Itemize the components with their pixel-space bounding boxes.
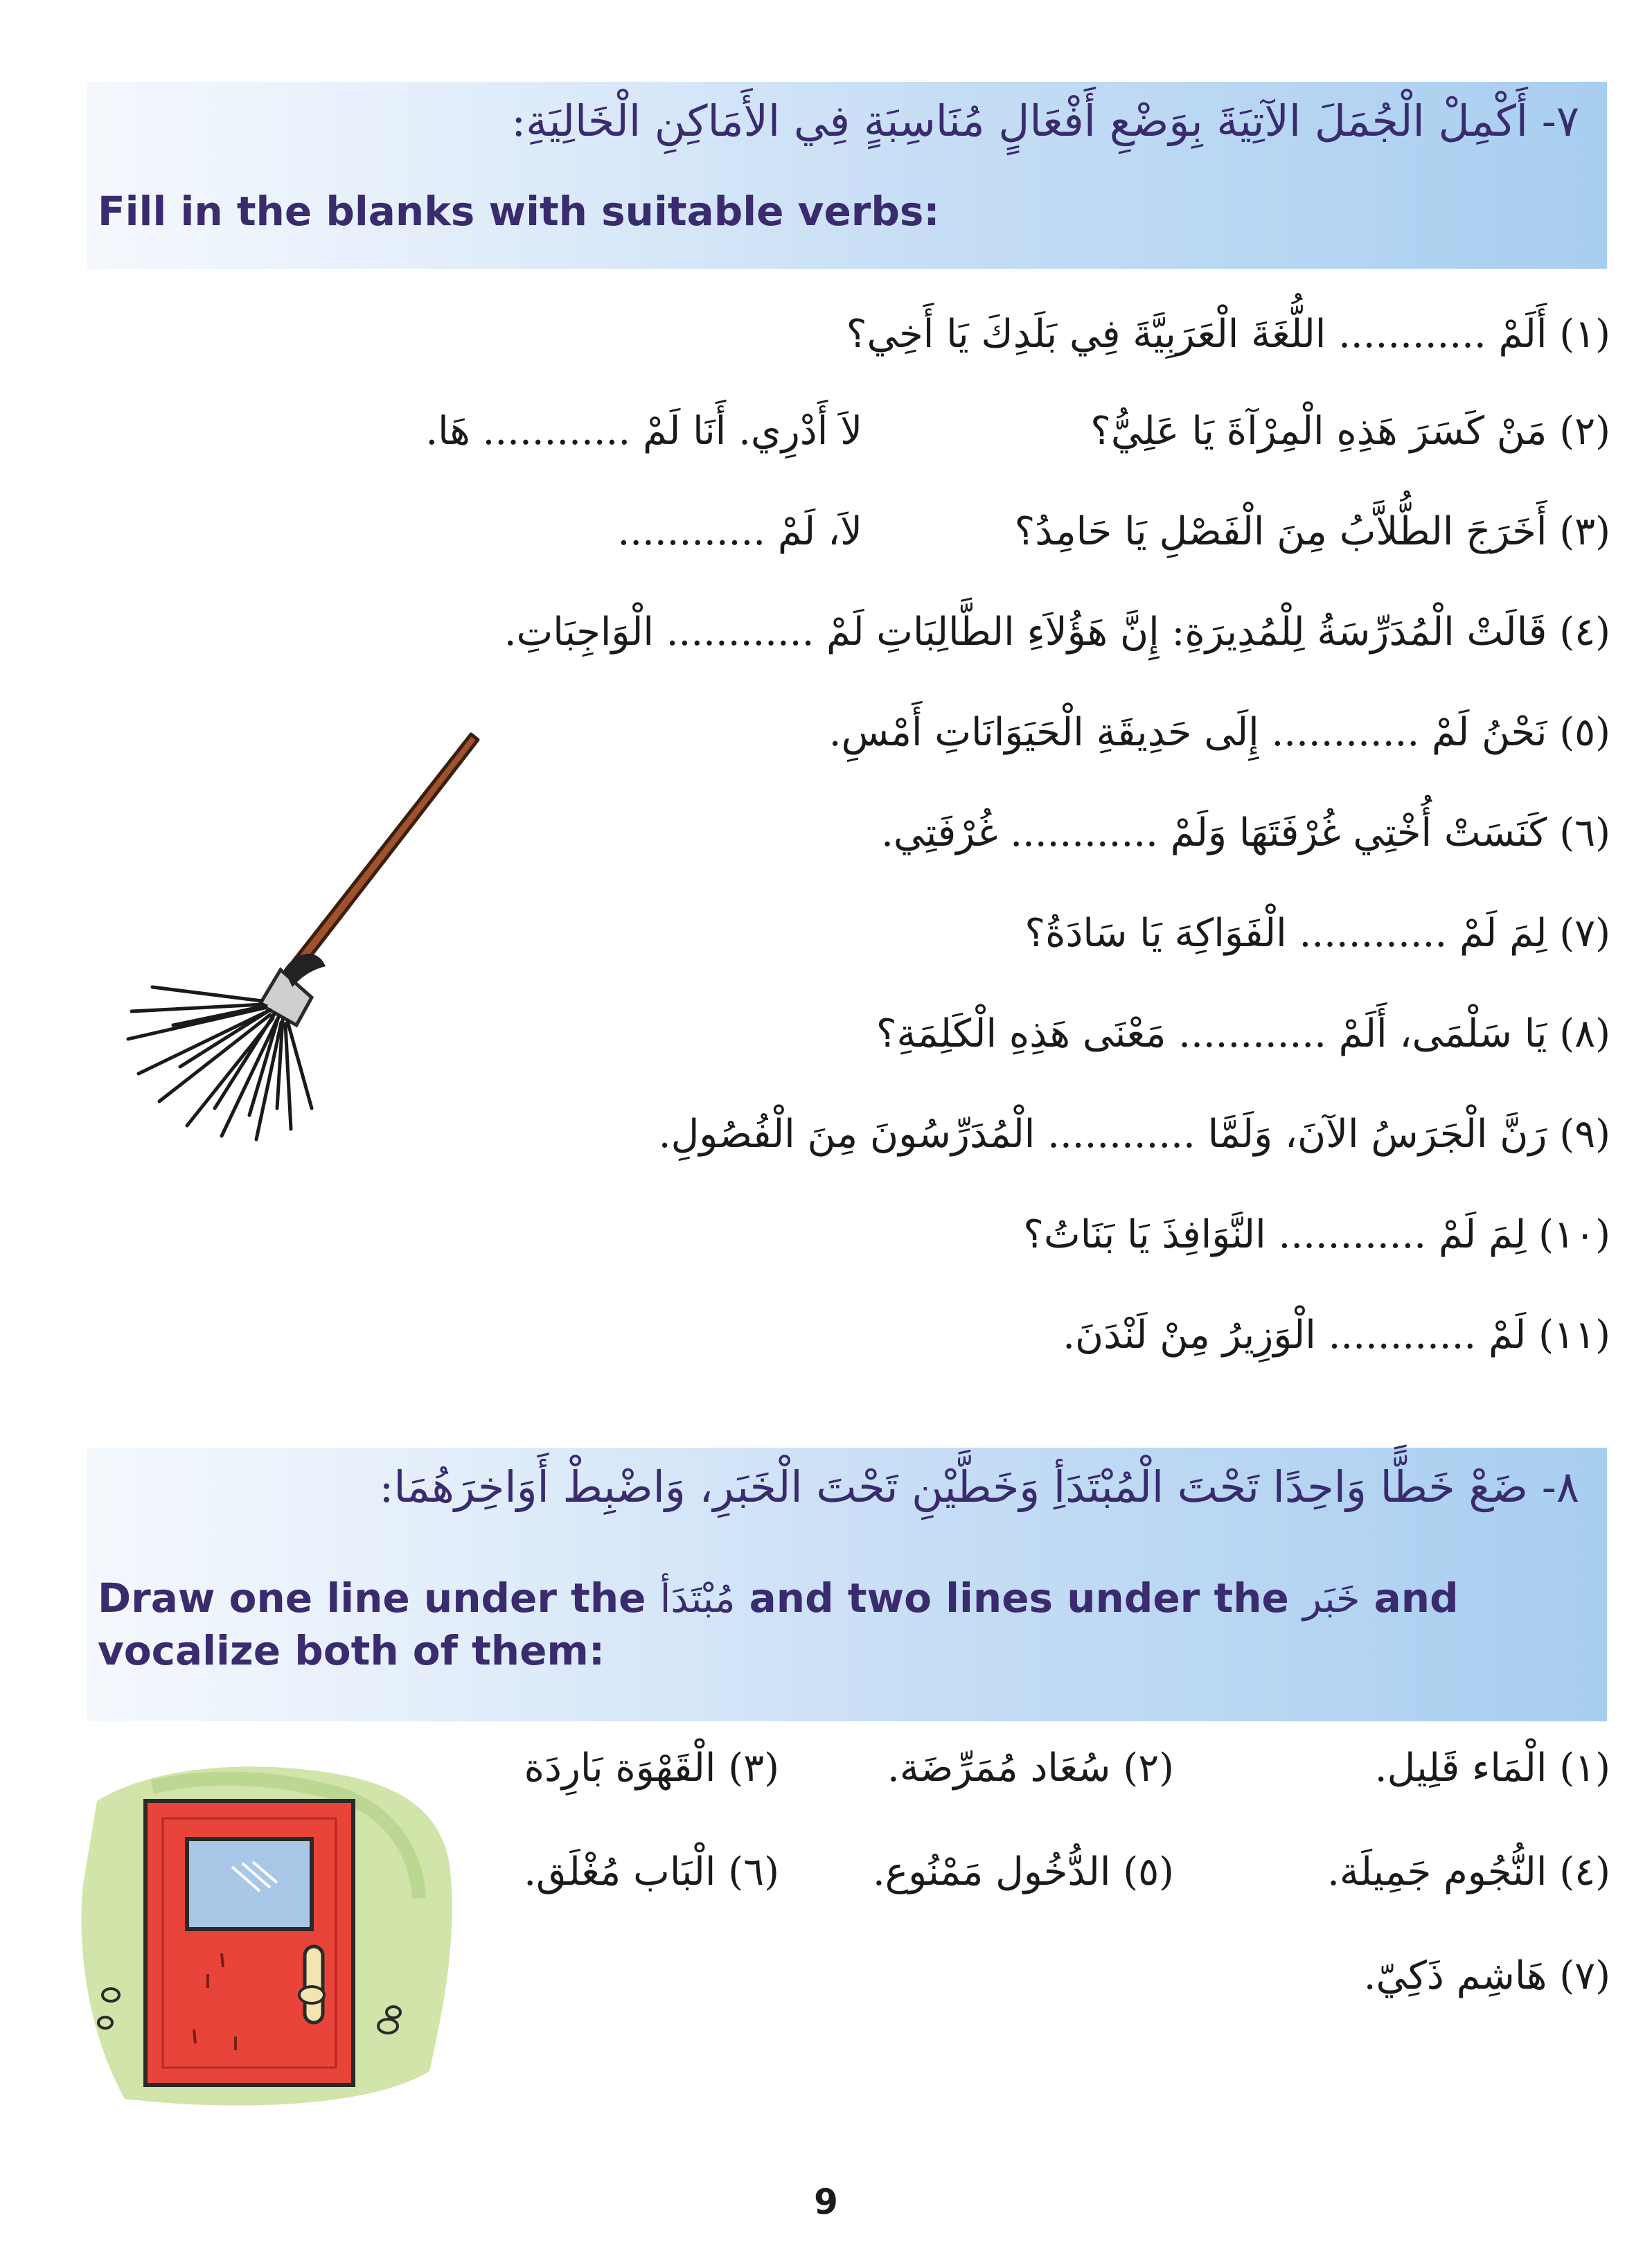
exercise-7-item-9: (٩) رَنَّ الْجَرَسُ الآنَ، وَلَمَّا ............ الْمُدَرِّسُونَ مِنَ الْفُصُولِ. [658,1112,1610,1157]
exercise-8-title-part-1: Draw one line under the [98,1574,646,1622]
exercise-7-header [87,82,1607,269]
exercise-7-item-3: (٣) أَخَرَجَ الطُّلاَّبُ مِنَ الْفَصْلِ يَا حَامِدُ؟ [1014,509,1610,554]
exercise-7-item-5: (٥) نَحْنُ لَمْ ............ إِلَى حَدِيقَةِ الْحَيَوَانَاتِ أَمْسِ. [828,710,1610,755]
exercise-8-title-english [98,1572,1587,1676]
exercise-8-item-3: (٣) الْقَهْوَة بَارِدَة [524,1746,779,1791]
term-mubtada: مُبْتَدَأ [659,1577,736,1622]
exercise-7-item-1: (١) أَلَمْ ............ اللُّغَةَ الْعَرَبِيَّةَ فِي بَلَدِكَ يَا أَخِي؟ [846,312,1610,357]
exercise-7-item-3-answer: لاَ، لَمْ ............ [617,509,862,554]
exercise-8-item-4: (٤) النُّجُوم جَمِيلَة. [1327,1849,1610,1894]
exercise-7-title-english: Fill in the blanks with suitable verbs: [98,188,940,235]
term-khabar: خَبَر [1303,1577,1360,1622]
exercise-8-title-part-2: and two lines under the [749,1574,1289,1622]
exercise-8-item-6: (٦) الْبَاب مُغْلَق. [524,1849,779,1894]
exercise-7-item-2-answer: لاَ أَدْرِي. أَنَا لَمْ ............ هَا. [425,409,862,454]
exercise-7-item-10: (١٠) لِمَ لَمْ ............ النَّوَافِذَ يَا بَنَاتُ؟ [1023,1212,1610,1257]
exercise-7-item-11: (١١) لَمْ ............ الْوَزِيرُ مِنْ لَنْدَنَ. [1063,1313,1610,1358]
exercise-7-item-6: (٦) كَنَسَتْ أُخْتِي غُرْفَتَهَا وَلَمْ ............ غُرْفَتِي. [881,810,1610,855]
page-number: 9 [814,2182,838,2222]
exercise-7-title-arabic: ٧- أَكْمِلْ الْجُمَلَ الآتِيَةَ بِوَضْعِ أَفْعَالٍ مُنَاسِبَةٍ فِي الأَمَاكِنِ الْخَالِيَةِ: [511,96,1579,146]
exercise-7-item-7: (٧) لِمَ لَمْ ............ الْفَوَاكِهَ يَا سَادَةُ؟ [1024,911,1610,956]
exercise-7-item-4: (٤) قَالَتْ الْمُدَرِّسَةُ لِلْمُدِيرَةِ: إِنَّ هَؤُلاَءِ الطَّالِبَاتِ لَمْ ............ الْوَاجِبَاتِ. [504,610,1610,655]
broom-illustration [111,720,499,1150]
exercise-8-item-2: (٢) سُعَاد مُمَرِّضَة. [887,1746,1174,1791]
exercise-8-item-7: (٧) هَاشِم ذَكِيّ. [1363,1953,1610,1998]
exercise-7-item-8: (٨) يَا سَلْمَى، أَلَمْ ............ مَعْنَى هَذِهِ الْكَلِمَةِ؟ [876,1011,1610,1056]
exercise-7-item-2: (٢) مَنْ كَسَرَ هَذِهِ الْمِرْآةَ يَا عَلِيُّ؟ [1090,409,1610,454]
exercise-8-header [87,1448,1607,1721]
exercise-8-item-5: (٥) الدُّخُول مَمْنُوع. [872,1849,1174,1894]
door-illustration [69,1746,457,2120]
exercise-8-title-part-3: and vocalize both of them: [98,1574,1459,1674]
exercise-8-item-1: (١) الْمَاء قَلِيل. [1374,1746,1610,1791]
exercise-8-title-arabic: ٨- ضَعْ خَطًّا وَاحِدًا تَحْتَ الْمُبْتَدَأِ وَخَطَّيْنِ تَحْتَ الْخَبَرِ، وَاضْبِطْ أَوَاخِرَهُمَا: [379,1462,1579,1512]
